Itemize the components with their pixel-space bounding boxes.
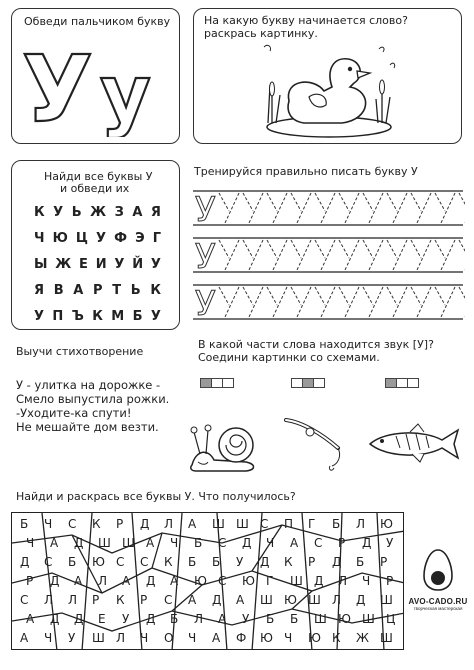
grid-letter[interactable]: А xyxy=(73,283,85,298)
snail-picture xyxy=(186,410,266,475)
trace-stroke xyxy=(363,287,373,305)
trace-stroke xyxy=(363,193,373,211)
mosaic-letter[interactable]: Г xyxy=(266,574,274,588)
find-letters-title-1: Найди все буквы У xyxy=(44,170,153,183)
mosaic-letter[interactable]: А xyxy=(122,574,131,588)
mosaic-letter[interactable]: Д xyxy=(314,574,324,588)
mosaic-letter[interactable]: Д xyxy=(260,555,270,569)
mosaic-letter[interactable]: Б xyxy=(68,555,77,569)
mosaic-letter[interactable]: Л xyxy=(68,593,78,607)
mosaic-letter[interactable]: У xyxy=(68,631,76,645)
mosaic-letter[interactable]: С xyxy=(164,593,173,607)
mosaic-letter[interactable]: Л xyxy=(356,517,366,531)
sound-title-2: Соедини картинки со схемами. xyxy=(198,351,380,364)
practice-sample-letter: У xyxy=(195,237,216,277)
trace-stroke xyxy=(291,287,301,305)
mosaic-letter[interactable]: Ю xyxy=(260,631,273,645)
mosaic-letter[interactable]: А xyxy=(188,593,197,607)
mosaic-letter[interactable]: Ш xyxy=(290,574,303,588)
grid-letter[interactable]: Ф xyxy=(114,231,129,246)
mosaic-letter[interactable]: С xyxy=(218,574,227,588)
mosaic-letter[interactable]: С xyxy=(140,555,149,569)
letter-grid-row xyxy=(34,205,162,220)
find-letters-title-2: и обведи их xyxy=(60,182,130,195)
grid-letter[interactable]: Э xyxy=(135,231,146,246)
mosaic-letter[interactable]: Ч xyxy=(26,536,35,550)
trace-stroke xyxy=(243,240,253,258)
duck-picture xyxy=(254,39,404,141)
mosaic-letter[interactable]: Ч xyxy=(266,536,275,550)
mosaic-letter[interactable]: Д xyxy=(356,593,366,607)
mosaic-letter[interactable]: Б xyxy=(212,555,221,569)
grid-letter[interactable]: В xyxy=(53,283,65,298)
mosaic-letter[interactable]: А xyxy=(26,612,35,626)
mosaic-letter[interactable]: К xyxy=(116,593,125,607)
mosaic-letter[interactable]: Д xyxy=(332,555,342,569)
mosaic-letter[interactable]: Ю xyxy=(242,574,255,588)
avocado-icon xyxy=(421,548,455,592)
mosaic-letter[interactable]: Е xyxy=(98,612,106,626)
mosaic-letter[interactable]: Д xyxy=(212,593,222,607)
grid-letter[interactable]: З xyxy=(114,205,125,220)
trace-stroke xyxy=(315,287,325,305)
find-color-title: Найди и раскрась все буквы У. Что получилось? xyxy=(16,490,296,503)
mosaic-letter[interactable]: Б xyxy=(290,612,299,626)
fishing-rod-picture xyxy=(282,410,352,475)
big-lower-letter: у xyxy=(100,50,151,137)
trace-stroke xyxy=(291,240,301,258)
mosaic-letter[interactable]: А xyxy=(20,631,29,645)
mosaic-letter[interactable]: С xyxy=(44,555,53,569)
trace-stroke xyxy=(435,287,445,305)
mosaic-letter[interactable]: Ф xyxy=(236,631,247,645)
big-upper-letter: У xyxy=(22,37,93,137)
mosaic-letter[interactable]: Ш xyxy=(236,517,249,531)
mosaic-letter[interactable]: Б xyxy=(188,555,197,569)
grid-letter[interactable]: К xyxy=(34,205,46,220)
mosaic-letter[interactable]: Ю xyxy=(338,612,351,626)
trace-stroke xyxy=(411,240,421,258)
grid-letter[interactable]: Ч xyxy=(34,231,46,246)
first-letter-title-2: раскрась картинку. xyxy=(204,27,318,40)
mosaic-letter[interactable]: Ж xyxy=(356,631,369,645)
grid-letter[interactable]: У xyxy=(150,257,162,272)
mosaic-letter[interactable]: Б xyxy=(332,517,341,531)
mosaic-letter[interactable]: Р xyxy=(116,517,124,531)
mosaic-letter[interactable]: Л xyxy=(164,517,174,531)
trace-stroke xyxy=(291,193,301,211)
big-letters-outline xyxy=(20,37,175,137)
mosaic-letter[interactable]: Ч xyxy=(44,517,53,531)
mosaic-letter[interactable]: Д xyxy=(74,612,84,626)
trace-stroke xyxy=(387,287,397,305)
trace-stroke xyxy=(459,287,465,305)
mosaic-letter[interactable]: Ю xyxy=(194,574,207,588)
mosaic-letter[interactable]: У xyxy=(122,612,130,626)
sound-scheme[interactable] xyxy=(201,378,234,388)
mosaic-letter[interactable]: С xyxy=(218,536,227,550)
logo xyxy=(407,548,469,611)
poem-line: Смело выпустила рожки. xyxy=(16,392,170,406)
practice-sample-letter: У xyxy=(195,284,216,323)
trace-letter-box xyxy=(11,8,180,144)
mosaic-letter[interactable]: С xyxy=(20,593,29,607)
grid-letter[interactable]: Р xyxy=(93,283,104,298)
mosaic-letter[interactable]: С xyxy=(260,517,269,531)
mosaic-letter[interactable]: А xyxy=(290,536,299,550)
first-letter-title-1: На какую букву начинается слово? xyxy=(204,14,408,27)
trace-stroke xyxy=(267,193,277,211)
mosaic-letter[interactable]: Л xyxy=(116,631,126,645)
mosaic-letter[interactable]: Ч xyxy=(44,631,53,645)
mosaic-letter[interactable]: Р xyxy=(26,574,34,588)
logo-subtitle: творческая мастерская xyxy=(413,606,463,611)
letter-grid-row xyxy=(34,309,162,324)
grid-letter[interactable]: Ц xyxy=(75,231,89,246)
grid-letter[interactable]: Ъ xyxy=(71,309,85,324)
trace-stroke xyxy=(459,240,465,258)
poem-text xyxy=(16,378,169,434)
mosaic-letter[interactable]: Б xyxy=(170,612,179,626)
trace-stroke xyxy=(219,287,229,305)
mosaic-letter[interactable]: Д xyxy=(146,612,156,626)
letter-grid-row xyxy=(34,231,162,246)
grid-letter[interactable]: Ю xyxy=(52,231,69,246)
trace-stroke xyxy=(243,287,253,305)
mosaic-box xyxy=(11,512,404,650)
mosaic-letter[interactable]: Д xyxy=(50,574,60,588)
grid-letter[interactable]: А xyxy=(132,205,144,220)
mosaic-letter[interactable]: Д xyxy=(140,517,150,531)
trace-letter-title: Обведи пальчиком букву xyxy=(24,15,171,28)
trace-stroke xyxy=(267,287,277,305)
mosaic-letter[interactable]: Л xyxy=(44,593,54,607)
mosaic-letter[interactable]: Ч xyxy=(140,631,149,645)
scheme-cell xyxy=(313,378,325,388)
mosaic-letter[interactable]: Б xyxy=(20,517,29,531)
scheme-cell xyxy=(222,378,234,388)
mosaic-letter[interactable]: Ю xyxy=(308,631,321,645)
grid-letter[interactable]: Б xyxy=(132,309,144,324)
mosaic-letter[interactable]: Д xyxy=(20,555,30,569)
trace-stroke xyxy=(315,193,325,211)
mosaic-letter[interactable]: А xyxy=(188,517,197,531)
mosaic-letter[interactable]: У xyxy=(386,536,394,550)
mosaic-letter[interactable]: Р xyxy=(380,555,388,569)
mosaic-letter[interactable]: Ч xyxy=(362,574,371,588)
grid-letter[interactable]: К xyxy=(92,309,104,324)
mosaic-letter[interactable]: Л xyxy=(332,593,342,607)
grid-letter[interactable]: Г xyxy=(152,231,162,246)
mosaic-letter[interactable]: К xyxy=(332,631,341,645)
mosaic-letter[interactable]: Б xyxy=(194,536,203,550)
mosaic-letter[interactable]: У xyxy=(236,555,244,569)
mosaic-letter[interactable]: Р xyxy=(140,593,148,607)
grid-letter[interactable]: Й xyxy=(132,257,145,272)
mosaic-letter[interactable]: Ц xyxy=(386,612,396,626)
grid-letter[interactable]: Ы xyxy=(34,257,49,272)
poem-line: -Уходите-ка спути! xyxy=(16,406,132,420)
mosaic-letter[interactable]: С xyxy=(314,536,323,550)
grid-letter[interactable]: М xyxy=(111,309,126,324)
mosaic-letter[interactable]: Ш xyxy=(98,536,111,550)
mosaic-letter[interactable]: Г xyxy=(308,517,316,531)
mosaic-letter[interactable]: Ш xyxy=(314,612,327,626)
mosaic-letter[interactable]: Р xyxy=(386,574,394,588)
trace-stroke xyxy=(387,240,397,258)
scheme-cell xyxy=(407,378,419,388)
poem-title: Выучи стихотворение xyxy=(16,345,144,358)
mosaic-letter[interactable]: Ш xyxy=(308,593,321,607)
grid-letter[interactable]: Т xyxy=(112,283,123,298)
mosaic-letter[interactable]: А xyxy=(74,574,83,588)
mosaic-letter[interactable]: Ш xyxy=(260,593,273,607)
mosaic-letter[interactable]: А xyxy=(50,536,59,550)
grid-letter[interactable]: Е xyxy=(79,257,89,272)
mosaic-letter[interactable]: Л xyxy=(98,574,108,588)
grid-letter[interactable]: У xyxy=(96,231,108,246)
mosaic-letter[interactable]: Ш xyxy=(92,631,105,645)
letter-grid-row xyxy=(34,283,162,298)
letter-grid-row xyxy=(34,257,162,272)
mosaic-letter[interactable]: К xyxy=(284,555,293,569)
trace-stroke xyxy=(411,193,421,211)
mosaic-letter[interactable]: А xyxy=(212,631,221,645)
mosaic-letter[interactable]: Ю xyxy=(284,593,297,607)
mosaic-letter[interactable]: А xyxy=(170,574,179,588)
trace-stroke xyxy=(459,193,465,211)
practice-title: Тренируйся правильно писать букву У xyxy=(194,165,418,178)
mosaic-letter[interactable]: Ю xyxy=(92,555,105,569)
grid-letter[interactable]: У xyxy=(53,205,65,220)
mosaic-letter[interactable]: О xyxy=(164,631,174,645)
trace-stroke xyxy=(363,240,373,258)
mosaic-letter[interactable]: Д xyxy=(146,574,156,588)
grid-letter[interactable]: У xyxy=(150,309,162,324)
mosaic-letter[interactable]: Р xyxy=(92,593,100,607)
mosaic-letter[interactable]: Д xyxy=(50,612,60,626)
grid-letter[interactable]: Ь xyxy=(71,205,83,220)
mosaic-letter[interactable]: Ш xyxy=(362,612,375,626)
mosaic-letter[interactable]: Ш xyxy=(212,517,225,531)
mosaic-letter[interactable]: Ю xyxy=(380,517,393,531)
grid-letter[interactable]: У xyxy=(114,257,126,272)
trace-stroke xyxy=(339,240,349,258)
mosaic-letter[interactable]: Л xyxy=(338,574,348,588)
sound-scheme[interactable] xyxy=(292,378,325,388)
mosaic-letter[interactable]: Д xyxy=(242,536,252,550)
find-letters-box xyxy=(11,160,180,330)
letter-grid xyxy=(34,205,162,335)
poem-line: Не мешайте дом везти. xyxy=(16,420,159,434)
trace-stroke xyxy=(219,240,229,258)
mosaic-letter[interactable]: Ч xyxy=(170,536,179,550)
mosaic-letter[interactable]: Р xyxy=(308,555,316,569)
logo-name: AVO-CADO.RU xyxy=(408,597,468,606)
mosaic-letter[interactable]: Д xyxy=(362,536,372,550)
grid-letter[interactable]: И xyxy=(95,257,108,272)
trace-stroke xyxy=(315,240,325,258)
mosaic-letter[interactable]: Ч xyxy=(188,631,197,645)
trace-stroke xyxy=(387,193,397,211)
sound-title-1: В какой части слова находится звук [У]? xyxy=(198,338,434,351)
mosaic-letter[interactable]: Б xyxy=(356,555,365,569)
grid-letter[interactable]: Ж xyxy=(90,205,108,220)
trace-stroke xyxy=(435,193,445,211)
mosaic-letter[interactable]: Л xyxy=(194,612,204,626)
grid-letter[interactable]: Ж xyxy=(55,257,73,272)
mosaic-letter[interactable]: Б xyxy=(266,612,275,626)
grid-letter[interactable]: Я xyxy=(34,283,46,298)
pike-fish-picture xyxy=(366,418,462,468)
grid-letter[interactable]: У xyxy=(34,309,46,324)
mosaic-letter[interactable]: П xyxy=(284,517,294,531)
mosaic-letter[interactable]: Р xyxy=(338,536,346,550)
trace-stroke xyxy=(243,193,253,211)
mosaic-letter[interactable]: С xyxy=(116,555,125,569)
mosaic-letter[interactable]: Ш xyxy=(380,593,393,607)
mosaic-letter[interactable]: А xyxy=(218,612,227,626)
grid-letter[interactable]: П xyxy=(52,309,65,324)
trace-stroke xyxy=(219,193,229,211)
mosaic-letter[interactable]: Ш xyxy=(122,536,135,550)
sound-scheme[interactable] xyxy=(386,378,419,388)
mosaic-letter[interactable]: Д xyxy=(74,536,84,550)
mosaic-letter[interactable]: С xyxy=(68,517,77,531)
trace-stroke xyxy=(267,240,277,258)
trace-stroke xyxy=(411,287,421,305)
mosaic-letter[interactable]: У xyxy=(242,612,250,626)
trace-stroke xyxy=(339,193,349,211)
first-letter-box xyxy=(193,8,462,144)
trace-stroke xyxy=(435,240,445,258)
grid-letter[interactable]: Я xyxy=(150,205,162,220)
trace-stroke xyxy=(339,287,349,305)
grid-letter[interactable]: Ь xyxy=(130,283,142,298)
mosaic-letter[interactable]: А xyxy=(236,593,245,607)
mosaic-letter[interactable]: А xyxy=(146,536,155,550)
grid-letter[interactable]: К xyxy=(150,283,162,298)
mosaic-letter[interactable]: К xyxy=(92,517,101,531)
poem-line: У - улитка на дорожке - xyxy=(16,378,161,392)
mosaic-letter[interactable]: Ш xyxy=(380,631,393,645)
practice-lines xyxy=(193,183,465,323)
practice-sample-letter: У xyxy=(195,190,216,230)
mosaic-letter[interactable]: Ч xyxy=(284,631,293,645)
mosaic-letter[interactable]: К xyxy=(164,555,173,569)
